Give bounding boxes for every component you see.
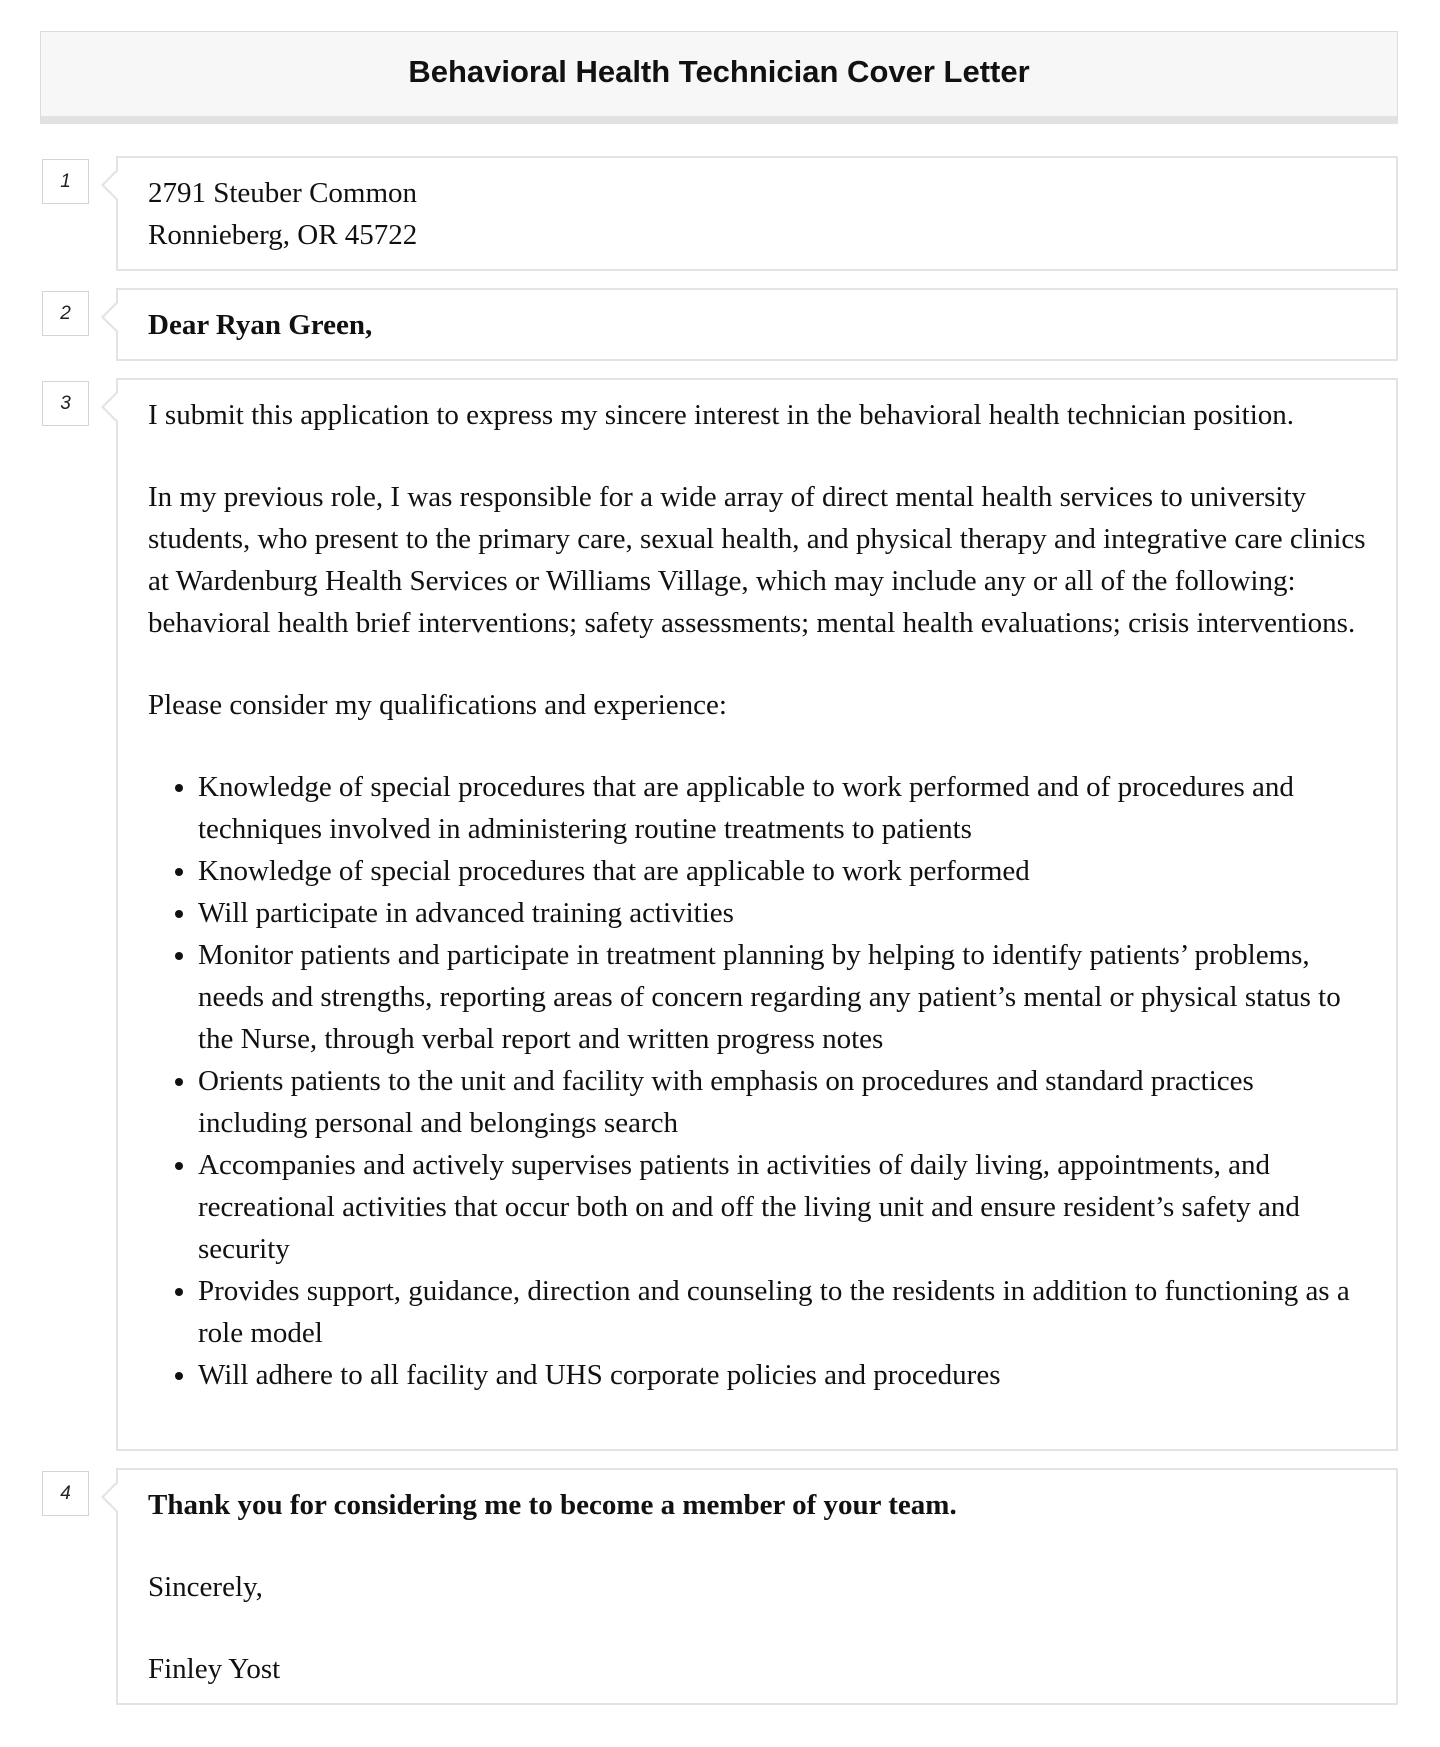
address-block [116,156,1398,271]
previous-role-paragraph: In my previous role, I was responsible for a wide array of direct mental health services to university students, who present to the primary care, sexual health, and physical therapy and integrative care clinics at Wardenburg Health Services or Williams Village, which may include any or all of the following: behavioral health brief interventions; safety assessments; mental health evaluations; crisis interventions. [148,481,1366,639]
closing-block [116,1468,1398,1705]
signature-name: Finley Yost [148,1653,281,1685]
intro-paragraph: I submit this application to express my sincere interest in the behavioral health technician position. [148,399,1295,431]
signoff-text: Sincerely, [148,1571,263,1603]
address-line-1: 2791 Steuber Common [148,177,418,209]
greeting-block [116,288,1398,361]
qualifications-list [148,766,1366,1396]
page-title: Behavioral Health Technician Cover Letter [408,54,1030,89]
list-item: • Monitor patients and participate in treatment planning by helping to identify patients’ problems, needs and strengths, reporting areas of concern regarding any patient’s mental or physical status to the Nurse, through verbal report and written progress notes [198,934,1366,1060]
section-number: 3 [42,381,89,426]
body-block [116,378,1398,1451]
list-item: • Knowledge of special procedures that are applicable to work performed [198,850,1366,892]
page-header [40,31,1398,124]
section-number: 2 [42,291,89,336]
qualifications-intro: Please consider my qualifications and experience: [148,689,727,721]
list-item: • Provides support, guidance, direction and counseling to the residents in addition to functioning as a role model [198,1270,1366,1354]
list-item: • Will adhere to all facility and UHS corporate policies and procedures [198,1354,1366,1396]
section-number: 4 [42,1471,89,1516]
closing-statement: Thank you for considering me to become a member of your team. [148,1489,957,1521]
greeting-text: Dear Ryan Green, [148,309,373,341]
list-item: • Will participate in advanced training activities [198,892,1366,934]
address-line-2: Ronnieberg, OR 45722 [148,219,418,251]
list-item: • Accompanies and actively supervises patients in activities of daily living, appointments, and recreational activities that occur both on and off the living unit and ensure resident’s safety and security [198,1144,1366,1270]
section-number: 1 [42,159,89,204]
list-item: • Orients patients to the unit and facility with emphasis on procedures and standard practices including personal and belongings search [198,1060,1366,1144]
list-item: • Knowledge of special procedures that are applicable to work performed and of procedures and techniques involved in administering routine treatments to patients [198,766,1366,850]
